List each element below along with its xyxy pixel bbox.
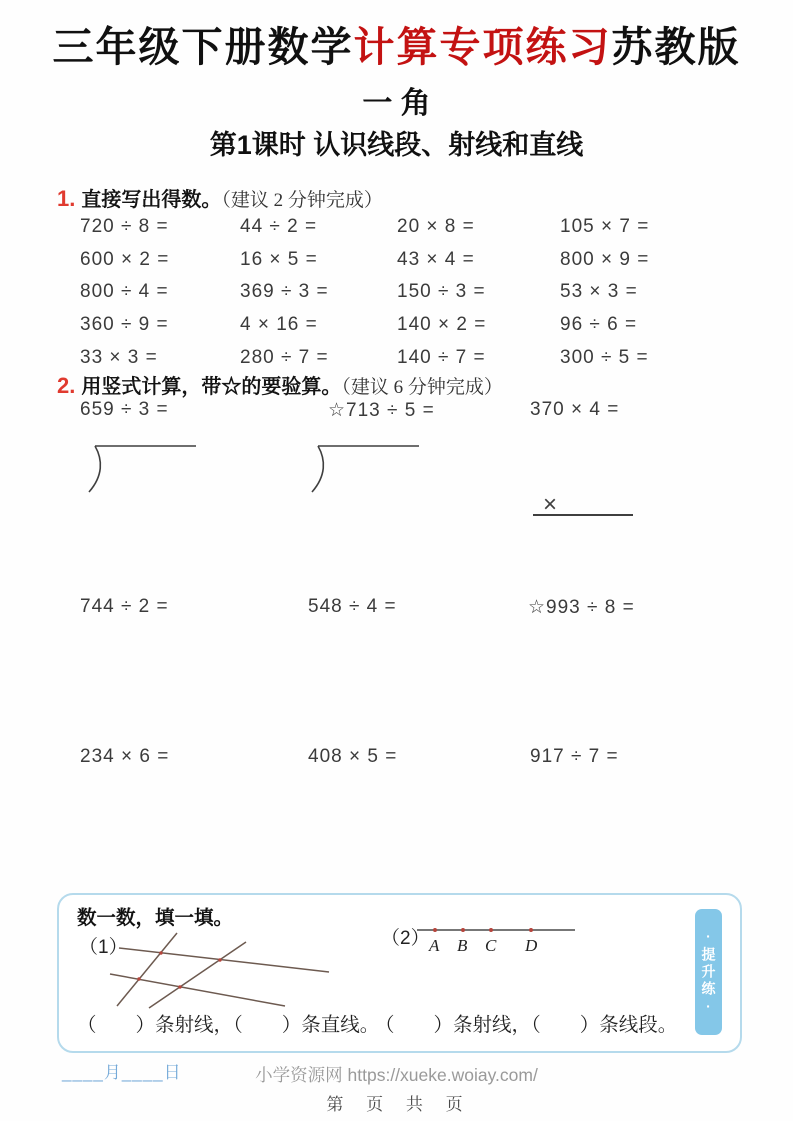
multiply-sign: × [543,491,558,518]
oral-problem: 369 ÷ 3 = [240,281,329,303]
date-fill-in: ____月____日 [62,1063,182,1082]
oral-problem: 140 ÷ 7 = [397,346,486,368]
oral-problem: 4 × 16 = [240,314,318,336]
page-title [0,14,793,73]
vertical-problem: 370 × 4 = [530,399,620,420]
title-part1: 三年级下册数学 [52,24,354,70]
bonus-exercise-box [57,893,742,1053]
section1-header [57,183,383,212]
oral-problem: 43 × 4 = [397,248,475,270]
question2-label: （2） [381,928,430,949]
oral-calculation-grid [80,211,725,374]
oral-problem: 360 ÷ 9 = [80,314,169,336]
level-up-practice-tab [695,909,722,1035]
bonus-title: 数一数，填一填。 [77,907,234,929]
lesson-title: 第1课时 认识线段、射线和直线 [209,130,584,160]
oral-problem: 280 ÷ 7 = [240,346,329,368]
oral-problem: 720 ÷ 8 = [80,216,169,238]
oral-problem: 53 × 3 = [560,281,638,303]
oral-problem: 33 × 3 = [80,346,158,368]
section1-hint: （建议 2 分钟完成） [221,190,383,211]
point-label-c: C [485,936,497,955]
point-label-a: A [429,936,440,955]
oral-problem: 44 ÷ 2 = [240,216,318,238]
section2-instruction: 用竖式计算，带☆的要验算。 [81,376,342,398]
oral-problem: 150 ÷ 3 = [397,281,486,303]
oral-problem: 600 × 2 = [80,248,170,270]
section2-header [57,370,503,399]
title-highlight: 计算专项练习 [353,24,612,70]
vertical-problem: 234 × 6 = [80,746,170,767]
oral-problem: 800 ÷ 4 = [80,281,169,303]
source-website: 小学资源网 https://xueke.woiay.com/ [255,1065,538,1085]
section1-number: 1. [57,186,76,211]
page-number-line: 第 页 共 页 [326,1095,467,1114]
level-up-practice-tab-label: ·提升练· [700,927,717,1017]
vertical-problem: ☆713 ÷ 5 = [328,400,435,421]
title-part2: 苏教版 [611,24,741,70]
vertical-problem: 548 ÷ 4 = [308,596,397,617]
point-label-d: D [525,936,538,955]
oral-problem: 96 ÷ 6 = [560,314,638,336]
question1-answer-blanks: （ ）条射线，（ ）条直线。 [77,1014,380,1036]
oral-problem: 16 × 5 = [240,248,318,270]
section1-instruction: 直接写出得数。 [81,189,222,211]
vertical-problem: ☆993 ÷ 8 = [528,597,635,618]
oral-problem: 140 × 2 = [397,314,487,336]
unit-title: 一 角 [362,87,431,120]
crossing-lines-diagram [107,925,332,1015]
oral-problem: 300 ÷ 5 = [560,346,649,368]
long-division-bracket [307,443,422,495]
oral-problem: 105 × 7 = [560,216,650,238]
vertical-problem: 744 ÷ 2 = [80,596,169,617]
section2-number: 2. [57,373,76,398]
oral-problem: 800 × 9 = [560,248,650,270]
question2-answer-blanks: （ ）条射线，（ ）条线段。 [375,1014,678,1036]
vertical-problem: 408 × 5 = [308,746,398,767]
question1-label: （1） [79,937,128,958]
oral-problem: 20 × 8 = [397,216,475,238]
vertical-problem: 659 ÷ 3 = [80,399,169,420]
multiplication-template [533,486,633,516]
vertical-problem: 917 ÷ 7 = [530,746,619,767]
point-label-b: B [457,936,468,955]
long-division-bracket [84,443,199,495]
points-on-line-diagram [415,921,580,960]
section2-hint: （建议 6 分钟完成） [341,377,503,398]
